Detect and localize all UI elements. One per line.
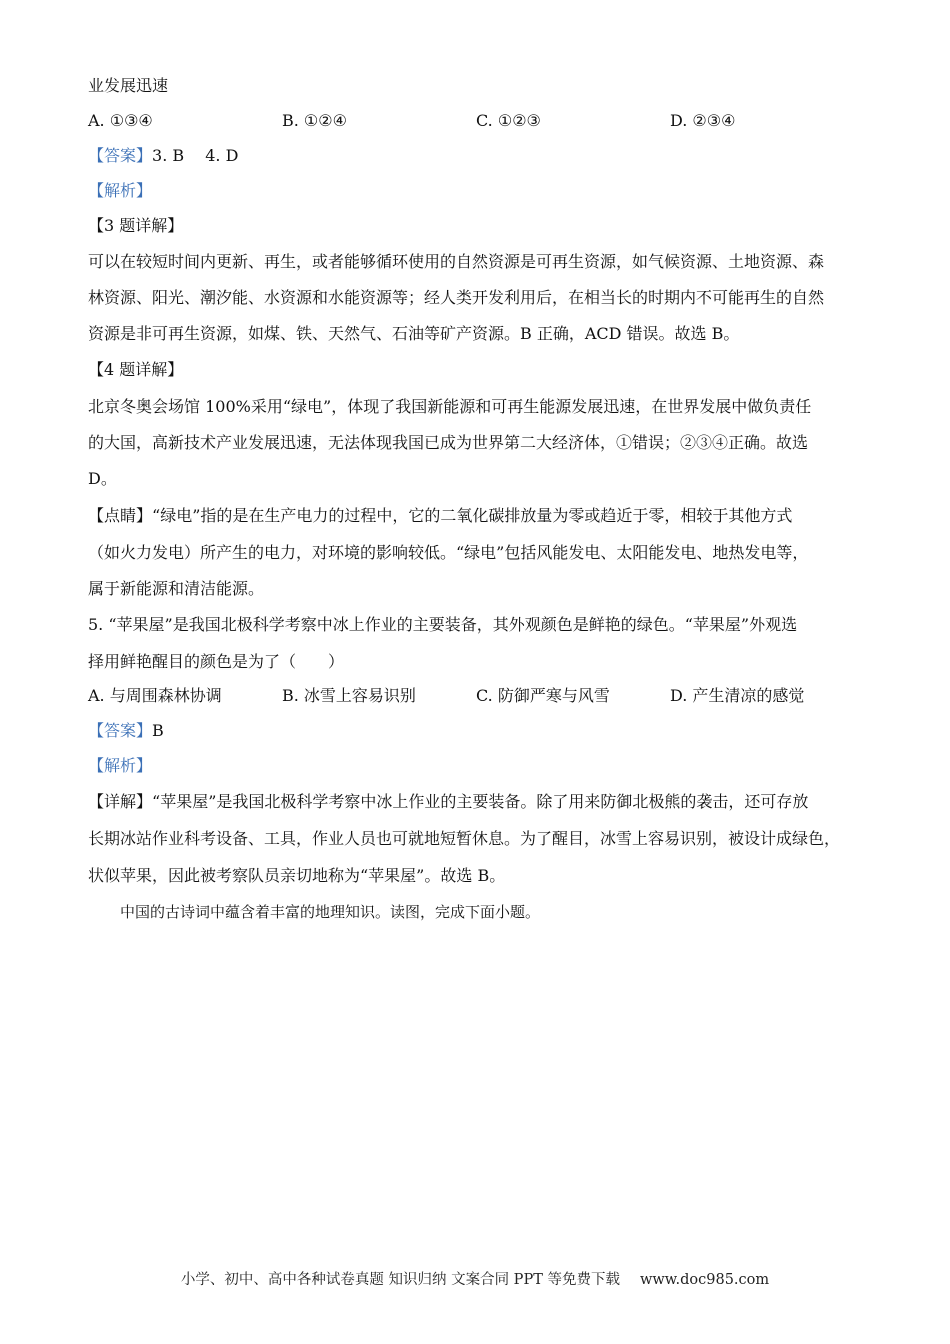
answer-line bbox=[88, 146, 238, 166]
question-5-line: 择用鲜艳醒目的颜色是为了（ ） bbox=[88, 652, 345, 671]
detail-text: “苹果屋”是我国北极科学考察中冰上作业的主要装备。除了用来防御北极熊的袭击，还可存放 bbox=[152, 792, 809, 811]
next-section-intro: 中国的古诗词中蕴含着丰富的地理知识。读图，完成下面小题。 bbox=[120, 903, 541, 921]
detail-5-line: 长期冰站作业科考设备、工具，作业人员也可就地短暂休息。为了醒目，冰雪上容易识别，被设计成绿色， bbox=[88, 829, 841, 848]
q3-detail-line: 可以在较短时间内更新、再生，或者能够循环使用的自然资源是可再生资源，如气候资源、土地资源、森 bbox=[88, 252, 825, 271]
answer-text: 3. B 4. D bbox=[152, 146, 239, 165]
q5-option-c: C. 防御严寒与风雪 bbox=[476, 686, 610, 705]
q3-detail-line: 林资源、阳光、潮汐能、水资源和水能资源等；经人类开发利用后，在相当长的时期内不可能再生的自然 bbox=[88, 288, 825, 307]
page-footer bbox=[0, 1270, 950, 1290]
q3-detail-tag: 【3 题详解】 bbox=[88, 216, 184, 235]
continued-option-text: 业发展迅速 bbox=[88, 76, 169, 95]
footer-url[interactable]: www.doc985.com bbox=[639, 1272, 770, 1288]
highlight-line: 属于新能源和清洁能源。 bbox=[88, 579, 265, 598]
detail-tag: 【详解】 bbox=[88, 792, 153, 811]
highlight-line: （如火力发电）所产生的电力，对环境的影响较低。“绿电”包括风能发电、太阳能发电、地热发电等， bbox=[88, 543, 809, 562]
q4-detail-tag: 【4 题详解】 bbox=[88, 360, 184, 379]
highlight-text: “绿电”指的是在生产电力的过程中，它的二氧化碳排放量为零或趋近于零，相较于其他方式 bbox=[152, 506, 793, 525]
detail-5-line bbox=[88, 792, 808, 812]
q3-detail-line: 资源是非可再生资源，如煤、铁、天然气、石油等矿产资源。B 正确，ACD 错误。故选 B。 bbox=[88, 324, 740, 343]
answer-tag: 【答案】 bbox=[88, 721, 153, 740]
footer-text: 小学、初中、高中各种试卷真题 知识归纳 文案合同 PPT 等免费下载 bbox=[180, 1272, 620, 1288]
option-d: D. ②③④ bbox=[670, 111, 736, 130]
detail-5-line: 状似苹果，因此被考察队员亲切地称为“苹果屋”。故选 B。 bbox=[88, 866, 506, 885]
answer-tag: 【答案】 bbox=[88, 146, 153, 165]
q5-option-a: A. 与周围森林协调 bbox=[88, 686, 222, 705]
analysis-tag: 【解析】 bbox=[88, 756, 153, 775]
q5-option-b: B. 冰雪上容易识别 bbox=[282, 686, 416, 705]
option-c: C. ①②③ bbox=[476, 111, 541, 130]
q4-detail-line: D。 bbox=[88, 469, 117, 488]
highlight-tag: 【点睛】 bbox=[88, 506, 153, 525]
answer-5-line bbox=[88, 721, 164, 741]
q5-option-d: D. 产生清凉的感觉 bbox=[670, 686, 805, 705]
option-b: B. ①②④ bbox=[282, 111, 347, 130]
answer-text: B bbox=[152, 721, 164, 740]
q4-detail-line: 的大国，高新技术产业发展迅速，无法体现我国已成为世界第二大经济体，①错误；②③④正确。故选 bbox=[88, 433, 809, 452]
highlight-line bbox=[88, 506, 792, 526]
question-5-line: 5. “苹果屋”是我国北极科学考察中冰上作业的主要装备，其外观颜色是鲜艳的绿色。“苹果屋”外观选 bbox=[88, 615, 798, 634]
option-a: A. ①③④ bbox=[88, 111, 153, 130]
analysis-tag: 【解析】 bbox=[88, 181, 153, 200]
q4-detail-line: 北京冬奥会场馆 100%采用“绿电”，体现了我国新能源和可再生能源发展迅速，在世界发展中做负责任 bbox=[88, 397, 812, 416]
